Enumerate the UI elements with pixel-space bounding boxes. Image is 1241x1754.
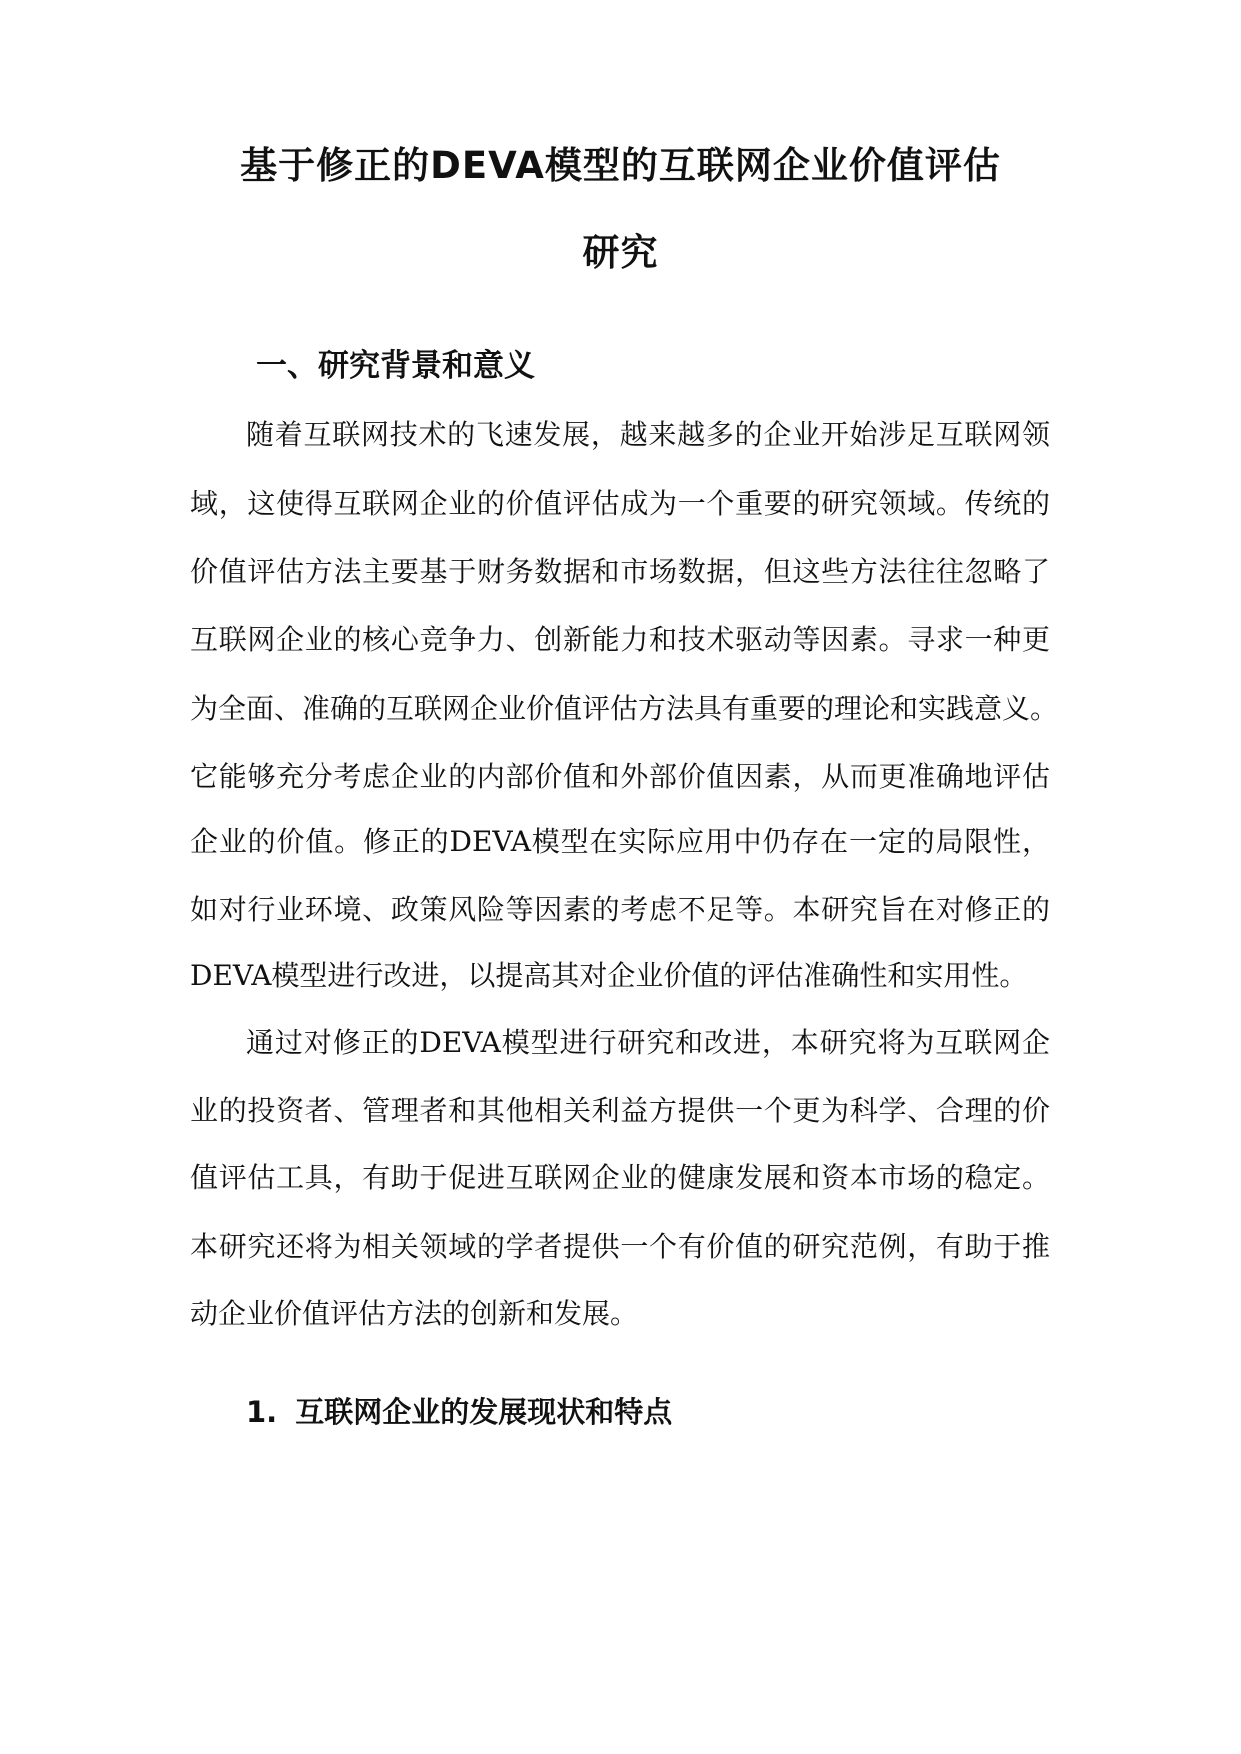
- paragraph-line: 域，这使得互联网企业的价值评估成为一个重要的研究领域。传统的: [190, 487, 1050, 520]
- paragraph-line: DEVA模型进行改进，以提高其对企业价值的评估准确性和实用性。: [190, 959, 1028, 992]
- paragraph-line: 企业的价值。修正的DEVA模型在实际应用中仍存在一定的局限性，: [190, 825, 1050, 858]
- subsection-heading: [246, 1390, 672, 1431]
- paragraph-line: 它能够充分考虑企业的内部价值和外部价值因素，从而更准确地评估: [190, 760, 1050, 793]
- paragraph-line: 业的投资者、管理者和其他相关利益方提供一个更为科学、合理的价: [190, 1094, 1050, 1127]
- paragraph-line: 互联网企业的核心竞争力、创新能力和技术驱动等因素。寻求一种更: [190, 623, 1050, 656]
- paragraph-line: 为全面、准确的互联网企业价值评估方法具有重要的理论和实践意义。: [190, 692, 1059, 725]
- subsection-number: 1.: [246, 1395, 278, 1429]
- section-heading: 一、研究背景和意义: [256, 348, 535, 384]
- paragraph-line: 随着互联网技术的飞速发展，越来越多的企业开始涉足互联网领: [246, 418, 1050, 451]
- paragraph-line: 通过对修正的DEVA模型进行研究和改进，本研究将为互联网企: [246, 1026, 1050, 1059]
- paragraph-line: 如对行业环境、政策风险等因素的考虑不足等。本研究旨在对修正的: [190, 893, 1050, 926]
- document-title-line-1: 基于修正的DEVA模型的互联网企业价值评估: [240, 144, 1001, 187]
- paragraph-line: 本研究还将为相关领域的学者提供一个有价值的研究范例，有助于推: [190, 1230, 1050, 1263]
- subsection-title: 互联网企业的发展现状和特点: [295, 1395, 673, 1429]
- paragraph-line: 动企业价值评估方法的创新和发展。: [190, 1297, 639, 1330]
- paragraph-line: 价值评估方法主要基于财务数据和市场数据，但这些方法往往忽略了: [190, 555, 1050, 588]
- document-title-line-2: 研究: [582, 231, 659, 274]
- paragraph-line: 值评估工具，有助于促进互联网企业的健康发展和资本市场的稳定。: [190, 1161, 1050, 1194]
